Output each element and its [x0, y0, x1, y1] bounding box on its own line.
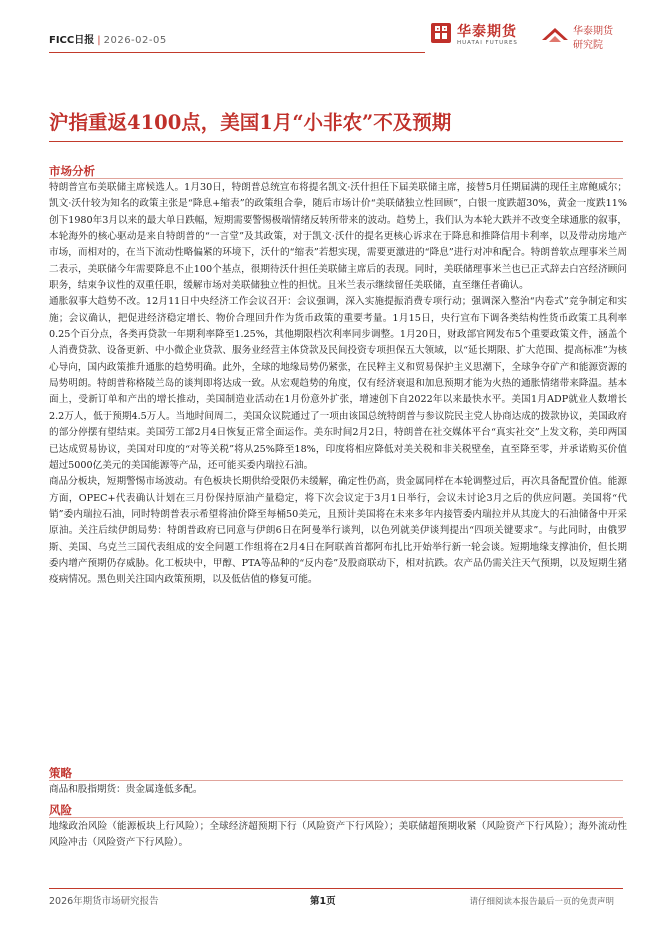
section-heading-market: 市场分析 — [49, 164, 95, 178]
footer-page-number: 第1页 — [310, 896, 336, 907]
header-separator: | — [97, 35, 101, 46]
research-line1: 华泰期货 — [573, 26, 613, 37]
strategy-paragraph: 商品和股指期货：贵金属逢低多配。 — [49, 784, 203, 795]
section-heading-strategy: 策略 — [49, 766, 72, 780]
risk-paragraph: 地缘政治风险（能源板块上行风险）；全球经济超预期下行（风险资产下行风险）；美联储超预期收紧（风险资产下行风险）；海外流动性风险冲击（风险资产下行风险）。 — [49, 821, 627, 849]
research-line2: 研究院 — [573, 40, 603, 51]
market-paragraph: 特朗普宣布美联储主席候选人。1月30日，特朗普总统宣布将提名凯文·沃什担任下届美联储主席，接替5月任期届满的现任主席鲍威尔；凯文·沃什较为知名的政策主张是“降息+缩表”的政策组合拳，随后市场计价“美联储独立性回顾”，白银一度跌超30%，黄金一度跌11%创下1980年3月以来的最大单日跌幅，短期需要警惕极端情绪反转所带来的波动。趋势上，我们认为本轮大跌并不改变全球通胀的叙事，本轮海外的核心驱动是来自特朗普的“一言堂”及其政策，对于凯文·沃什的提名更核心诉求在于降息和推降信用卡利率，以及带动房地产市场，而相对的，在当下流动性略偏紧的环境下，沃什的“缩表”若想实现，需要更激进的“降息”进行对冲和配合。特朗普软点理事米兰周二表示，美联储今年需要降息不止100个基点，很期待沃什担任美联储主席后的表现。同时，美联储理事米兰也已正式辞去白宫经济顾问职务，结束争议性的双重任职，缓解市场对美联储独立性的担忧。且米兰表示继续留任美联储，直至继任者确认。 — [49, 182, 627, 292]
market-analysis-body — [49, 180, 627, 589]
section-divider-market — [49, 178, 623, 179]
logo-name: 华泰期货 — [457, 24, 517, 40]
market-paragraph: 通胀叙事大趋势不改。12月11日中央经济工作会议召开：会议强调，深入实施提振消费专项行动；强调深入整治“内卷式”竞争制定和实施；会议确认，把促进经济稳定增长、物价合理回升作为货币政策的重要考量。1月15日，央行宣布下调各类结构性货币政策工具利率0.25个百分点，各类再贷款一年期利率降至1.25%，其他期限档次利率同步调整。1月20日，财政部官网发布5个重要政策文件，涵盖个人消费贷款、设备更新、中小微企业贷款、服务业经营主体贷款及民间投资专项担保五大领域，以“延长期限、扩大范围、提高标准”为核心导向，国内政策推升通胀的趋势明确。此外，全球的地缘局势仍紧张，在民粹主义和贸易保护主义思潮下，全球争夺矿产和能源资源的局势明朗。特朗普称格陵兰岛的谈判即将达成一致。从宏观趋势的角度，仅有经济衰退和加息预期才能为火热的通胀情绪带来降温。基本面上，受新订单和产出的增长推动，美国制造业活动在1月份意外扩张，增速创下自2022年以来最快水平。美国1月ADP就业人数增长 2.2万人，低于预期4.5万人。当地时间周二，美国众议院通过了一项由该国总统特朗普与参议院民主党人协商达成的拨款协议，美国政府的部分停摆有望结束。美国劳工部2月4日恢复正常全面运作。美东时间2月2日，特朗普在社交媒体平台“真实社交”上发文称，美印两国已达成贸易协议，美国对印度的“对等关税”将从25%降至18%，印度将相应降低对美关税和非关税壁垒，直至降至零，并承诺购买价值超过5000亿美元的美国能源等产品，还可能买委内瑞拉石油。 — [49, 296, 627, 471]
header-divider — [49, 52, 425, 53]
footer-divider — [49, 888, 623, 889]
huatai-logo-icon — [430, 22, 452, 44]
footer-disclaimer: 请仔细阅读本报告最后一页的免责声明 — [469, 897, 614, 907]
research-institute-logo — [540, 20, 640, 54]
risk-body — [49, 819, 627, 852]
page-title: 沪指重返4100点，美国1月“小非农”不及预期 — [49, 111, 452, 134]
report-name: FICC日报 — [49, 35, 95, 46]
report-label — [49, 31, 167, 46]
report-date: 2026-02-05 — [103, 35, 167, 46]
logo-english: HUATAI FUTURES — [457, 40, 518, 46]
section-divider-risk — [49, 817, 623, 818]
section-heading-risk: 风险 — [49, 803, 72, 817]
huatai-futures-logo — [430, 20, 540, 52]
strategy-body — [49, 782, 627, 798]
section-divider-strategy — [49, 780, 623, 781]
footer-report-label: 2026年期货市场研究报告 — [49, 896, 159, 907]
market-paragraph: 商品分板块，短期警惕市场波动。有色板块长期供给受限仍未缓解，确定性仍高，贵金属同样在本轮调整过后，再次具备配置价值。能源方面，OPEC+代表确认计划在三月份保持原油产量稳定，将下次会议定于3月1日举行，会议未讨论3月之后的供应问题。美国将“代销”委内瑞拉石油，同时特朗普表示希望将油价降至每桶50美元，且预计美国将在未来多年内接管委内瑞拉并从其庞大的石油储备中开采原油。关注后续伊朗局势：特朗普政府已同意与伊朗6日在阿曼举行谈判，以色列就美伊谈判提出“四项关键要求”。与此同时，由俄罗斯、美国、乌克兰三国代表组成的安全问题工作组将在2月4日在阿联酋首都阿布扎比开始举行新一轮会谈。短期地缘支撑油价，但长期委内增产预期仍存威胁。化工板块中，甲醇、PTA等品种的“反内卷”及股商联动下，相对抗跌。农产品仍需关注天气预期，以及短期生猪疫病情况。黑色则关注国内政策预期，以及低估值的修复可能。 — [49, 476, 627, 586]
research-chevron-icon — [540, 24, 570, 44]
title-divider — [49, 141, 623, 142]
